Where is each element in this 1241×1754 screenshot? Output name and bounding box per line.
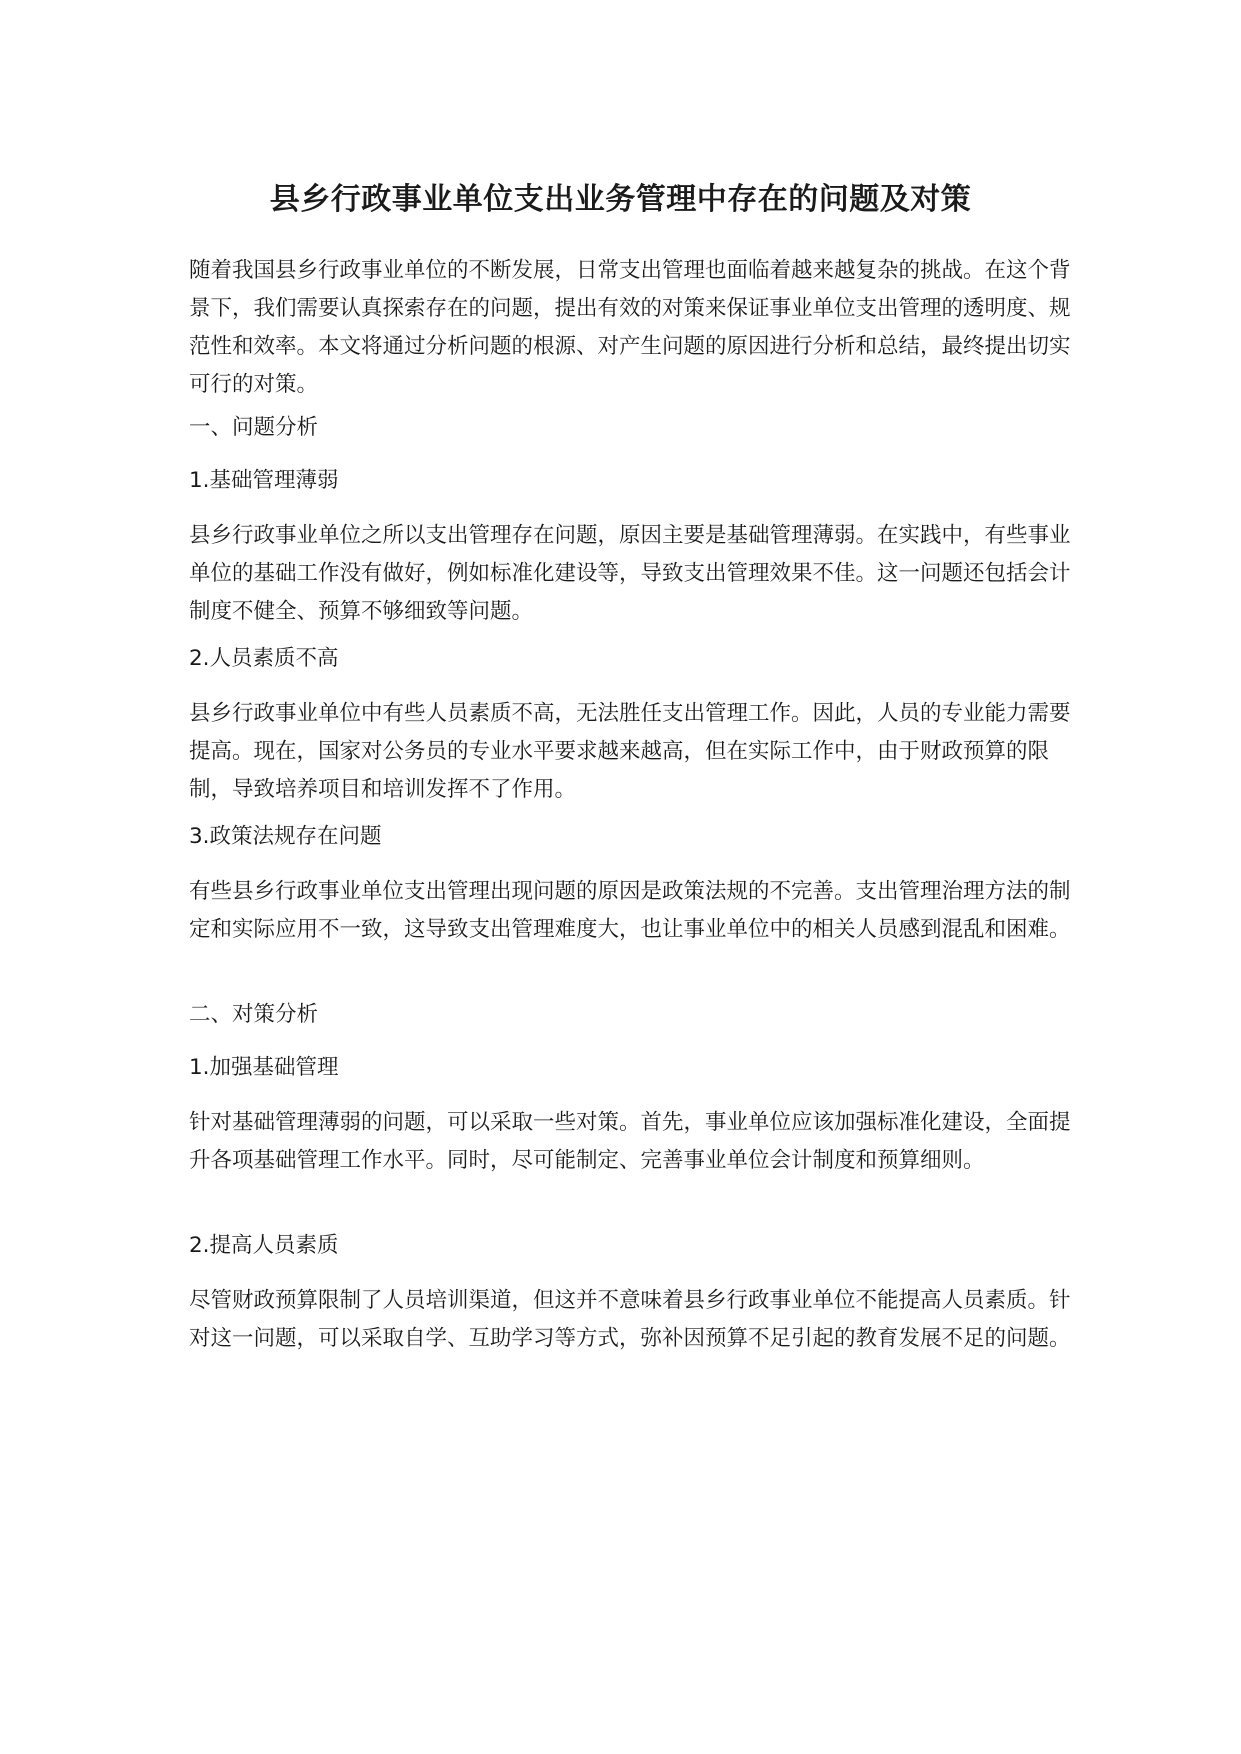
section-heading-countermeasures: 二、对策分析 <box>189 1002 319 1027</box>
subheading-strengthen-basic-management: 1.加强基础管理 <box>189 1055 339 1080</box>
paragraph-strengthen-basic-management: 针对基础管理薄弱的问题，可以采取一些对策。首先，事业单位应该加强标准化建设，全面提升各项基础管理工作水平。同时，尽可能制定、完善事业单位会计制度和预算细则。 <box>189 1110 1071 1173</box>
subheading-weak-basic-management: 1.基础管理薄弱 <box>189 468 339 493</box>
paragraph-weak-basic-management: 县乡行政事业单位之所以支出管理存在问题，原因主要是基础管理薄弱。在实践中，有些事业单位的基础工作没有做好，例如标准化建设等，导致支出管理效果不佳。这一问题还包括会计制度不健全、预算不够细致等问题。 <box>189 523 1071 624</box>
subheading-policy-problems: 3.政策法规存在问题 <box>189 824 382 849</box>
paragraph-policy-problems: 有些县乡行政事业单位支出管理出现问题的原因是政策法规的不完善。支出管理治理方法的制定和实际应用不一致，这导致支出管理难度大，也让事业单位中的相关人员感到混乱和困难。 <box>189 879 1071 942</box>
intro-paragraph: 随着我国县乡行政事业单位的不断发展，日常支出管理也面临着越来越复杂的挑战。在这个背景下，我们需要认真探索存在的问题，提出有效的对策来保证事业单位支出管理的透明度、规范性和效率。本文将通过分析问题的根源、对产生问题的原因进行分析和总结，最终提出切实可行的对策。 <box>189 258 1071 397</box>
subheading-low-staff-quality: 2.人员素质不高 <box>189 646 339 671</box>
section-heading-problem-analysis: 一、问题分析 <box>189 415 319 440</box>
paragraph-low-staff-quality: 县乡行政事业单位中有些人员素质不高，无法胜任支出管理工作。因此，人员的专业能力需要提高。现在，国家对公务员的专业水平要求越来越高，但在实际工作中，由于财政预算的限制，导致培养项目和培训发挥不了作用。 <box>189 701 1071 802</box>
paragraph-improve-staff-quality: 尽管财政预算限制了人员培训渠道，但这并不意味着县乡行政事业单位不能提高人员素质。针对这一问题，可以采取自学、互助学习等方式，弥补因预算不足引起的教育发展不足的问题。 <box>189 1288 1071 1351</box>
subheading-improve-staff-quality: 2.提高人员素质 <box>189 1233 339 1258</box>
document-title: 县乡行政事业单位支出业务管理中存在的问题及对策 <box>269 182 972 217</box>
